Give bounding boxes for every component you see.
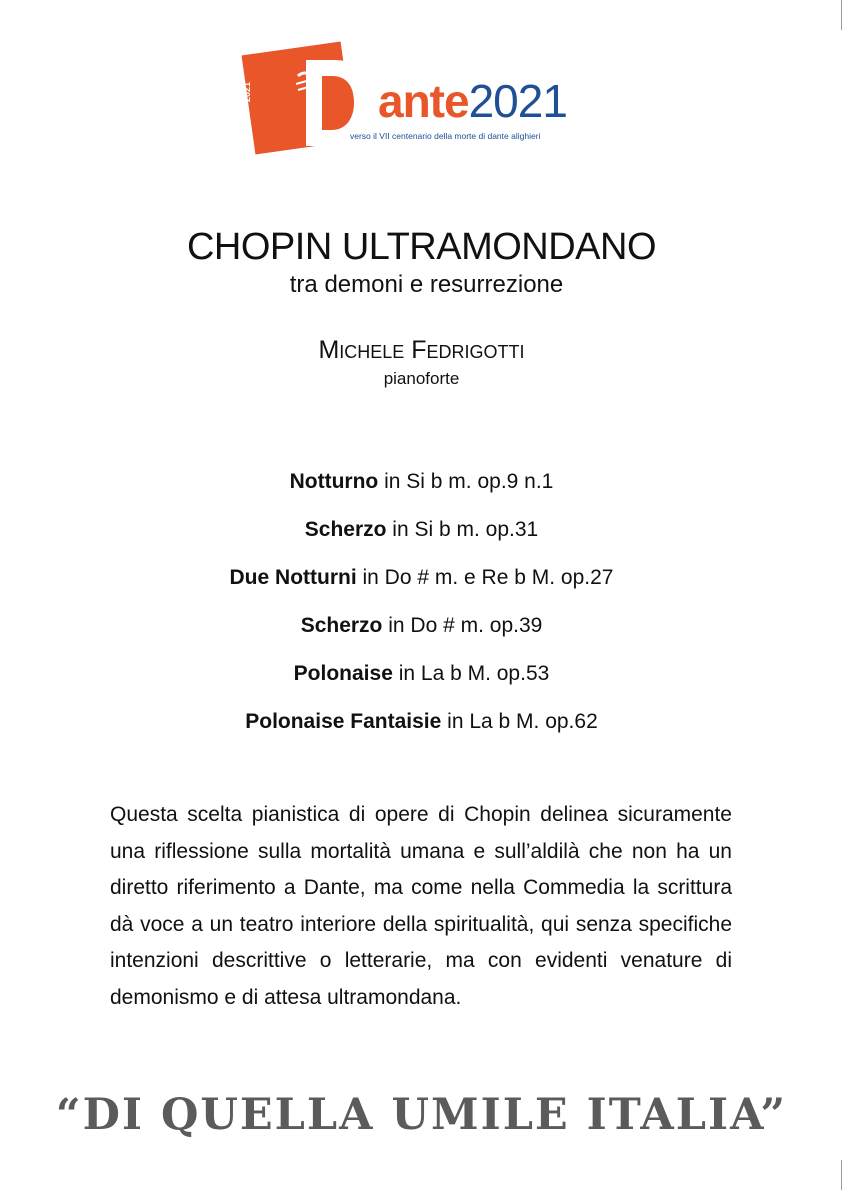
program-work-title: Scherzo xyxy=(300,614,383,637)
program-item xyxy=(0,706,843,754)
program-item xyxy=(0,610,843,658)
logo-wordmark xyxy=(378,75,567,127)
program-work-title: Scherzo xyxy=(304,518,387,541)
program-work-detail: in La b M. op.62 xyxy=(441,710,598,733)
logo-tagline: verso il VII centenario della morte di dante alighieri xyxy=(350,131,541,141)
logo-square-year: 2021 xyxy=(242,81,252,102)
program-work-title: Polonaise xyxy=(293,662,393,685)
program-description: Questa scelta pianistica di opere di Chopin delinea sicuramente una riflessione sulla mortalità umana e sull’aldilà che non ha un diretto riferimento a Dante, ma come nella Commedia la scrittura dà voce a un teatro interiore della spiritualità, qui senza specifiche intenzioni descrittive o letterarie, ma con evidenti venature di demonismo e di attesa ultramondana. xyxy=(110,803,732,1009)
program-list xyxy=(0,466,843,754)
program-item xyxy=(0,466,843,514)
motto-banner: “DI QUELLA UMILE ITALIA” xyxy=(55,1090,788,1140)
program-work-detail: in Si b m. op.9 n.1 xyxy=(378,470,554,493)
concert-title: CHOPIN ULTRAMONDANO xyxy=(186,226,657,268)
program-item xyxy=(0,562,843,610)
crop-mark-top xyxy=(841,0,842,30)
program-work-title: Notturno xyxy=(289,470,379,493)
crop-mark-bottom xyxy=(841,1160,842,1190)
performer-instrument: pianoforte xyxy=(383,369,460,388)
program-work-title: Polonaise Fantaisie xyxy=(245,710,442,733)
program-work-detail: in Si b m. op.31 xyxy=(386,518,539,541)
logo-word-ante: ante xyxy=(378,75,469,127)
program-work-title: Due Notturni xyxy=(229,566,357,589)
program-work-detail: in La b M. op.53 xyxy=(392,662,550,685)
logo-word-year: 2021 xyxy=(468,75,567,127)
program-work-detail: in Do # m. op.39 xyxy=(382,614,543,637)
performer-name: Michele Fedrigotti xyxy=(318,336,525,364)
dante-2021-logo xyxy=(240,42,570,162)
program-work-detail: in Do # m. e Re b M. op.27 xyxy=(356,566,614,589)
program-item xyxy=(0,658,843,706)
program-item xyxy=(0,514,843,562)
concert-subtitle: tra demoni e resurrezione xyxy=(289,271,564,298)
